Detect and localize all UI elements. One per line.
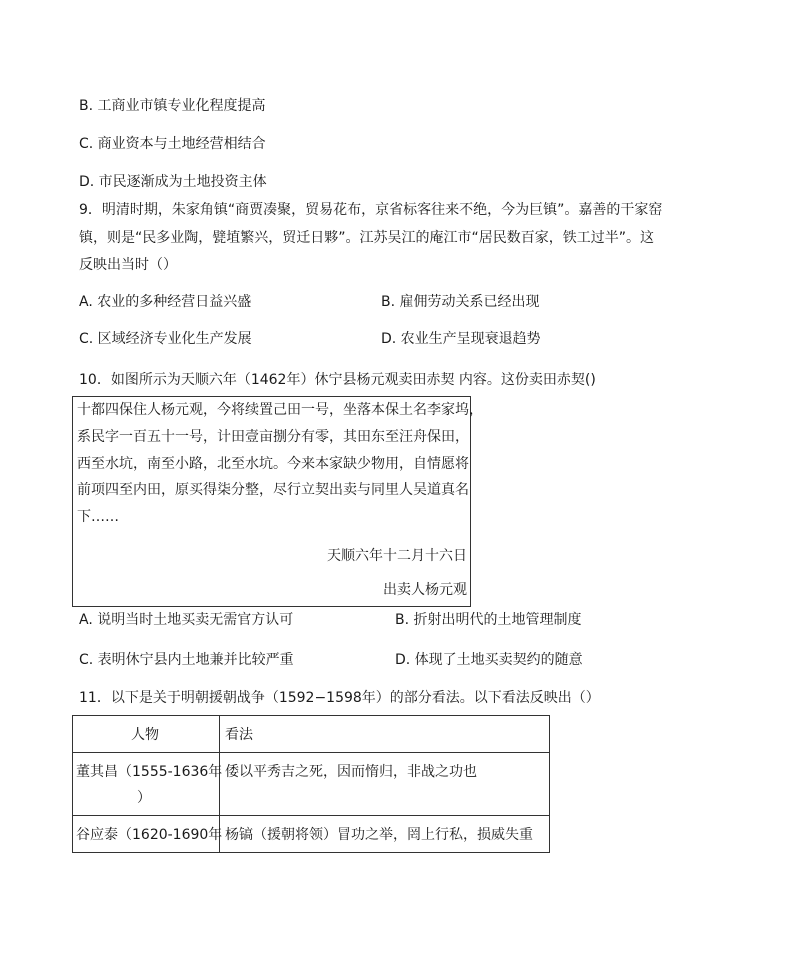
q9-option-c: C. 区域经济专业化生产发展 [79, 331, 252, 347]
q8-option-d: D. 市民逐渐成为土地投资主体 [79, 174, 267, 190]
q9-stem-line3: 反映出当时（） [79, 257, 177, 273]
header-person: 人物 [131, 727, 159, 743]
contract-line: 系民字一百五十一号，计田壹亩捌分有零，其田东至汪舟保田， [77, 429, 469, 445]
q8-option-c: C. 商业资本与土地经营相结合 [79, 136, 266, 152]
q10-option-c: C. 表明休宁县内土地兼并比较严重 [79, 652, 294, 668]
contract-line: 前项四至内田，原买得柒分整，尽行立契出卖与同里人吴道真名 [77, 482, 469, 498]
row2-person: 谷应泰（1620-1690年 [76, 827, 223, 843]
contract-line: 十都四保住人杨元观，今将续置己田一号，坐落本保土名李家坞， [77, 402, 483, 418]
row1-view: 倭以平秀吉之死，因而惰归，非战之功也 [225, 764, 477, 780]
q11-stem: 11．以下是关于明朝援朝战争（1592−1598年）的部分看法。以下看法反映出（） [79, 690, 600, 706]
table-header-row [73, 716, 550, 753]
contract-box [72, 396, 483, 607]
q9-stem-line1: 9．明清时期，朱家角镇“商贾凑聚，贸易花布，京省标客往来不绝，今为巨镇”。嘉善的干家窑 [79, 202, 663, 218]
q8-option-b: B. 工商业市镇专业化程度提高 [79, 98, 266, 114]
q9-stem-line2: 镇，则是“民多业陶，甓埴繁兴，贸迁日夥”。江苏吴江的庵江市“居民数百家，铁工过半”。这 [79, 230, 655, 246]
views-table [72, 715, 550, 853]
q9-option-a: A. 农业的多种经营日益兴盛 [79, 294, 252, 310]
q9-option-d: D. 农业生产呈现衰退趋势 [381, 331, 541, 347]
row2-view: 杨镐（援朝将领）冒功之举，罔上行私，损威失重 [225, 827, 533, 843]
table-row [73, 753, 550, 816]
row1-person: 董其昌（1555-1636年 [76, 764, 223, 780]
contract-line: 西至水坑，南至小路，北至水坑。今来本家缺少物用，自情愿将 [77, 456, 469, 472]
q10-option-a: A. 说明当时土地买卖无需官方认可 [79, 612, 294, 628]
contract-date: 天顺六年十二月十六日 [327, 548, 467, 564]
contract-line: 下…… [77, 509, 119, 525]
q10-stem: 10．如图所示为天顺六年（1462年）休宁县杨元观卖田赤契 内容。这份卖田赤契() [79, 372, 596, 388]
row1-person-cont: ） [137, 790, 151, 806]
header-view: 看法 [225, 727, 253, 743]
table-row [73, 816, 550, 853]
q9-option-b: B. 雇佣劳动关系已经出现 [381, 294, 540, 310]
contract-seller: 出卖人杨元观 [383, 582, 467, 598]
q10-option-b: B. 折射出明代的土地管理制度 [395, 612, 582, 628]
q10-option-d: D. 体现了土地买卖契约的随意 [395, 652, 583, 668]
